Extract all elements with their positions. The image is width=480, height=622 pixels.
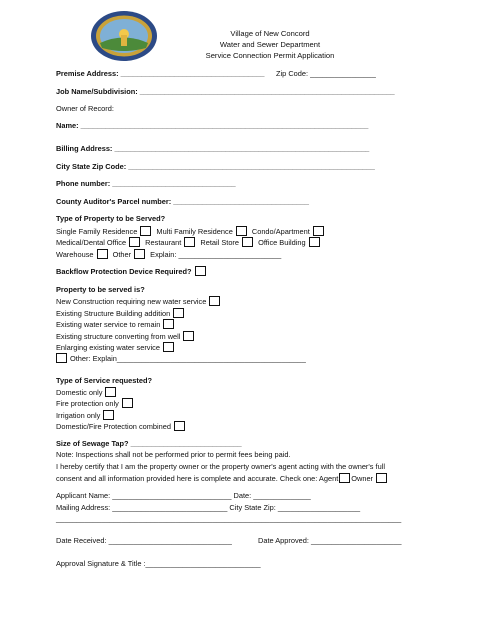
option-label: Office Building [258, 238, 306, 247]
checkbox[interactable] [163, 342, 174, 352]
other-explain-field[interactable]: Other: Explain______________________________________________ [70, 354, 306, 363]
applicant-name-field[interactable]: Applicant Name: _____________________________ Date: ______________ [56, 491, 311, 500]
option-label: Existing Structure Building addition [56, 309, 171, 318]
option-label: Restaurant [145, 238, 182, 247]
agent-checkbox[interactable] [339, 473, 350, 483]
owner-checkbox[interactable] [376, 473, 387, 483]
backflow-checkbox[interactable] [195, 266, 206, 276]
mailing-address-field[interactable]: Mailing Address: ____________________________ City State Zip: ____________________ [56, 503, 361, 512]
service-option-row [56, 398, 136, 409]
option-label: New Construction requiring new water service [56, 297, 207, 306]
option-label: Single Family Residence [56, 227, 138, 236]
checkbox[interactable] [97, 249, 108, 259]
certify-text-1: I hereby certify that I am the property owner or the property owner's agent acting with the owner's full [56, 462, 385, 471]
checkbox[interactable] [163, 319, 174, 329]
phone-field[interactable]: Phone number: ______________________________ [56, 179, 236, 188]
checkbox[interactable] [183, 331, 194, 341]
checkbox[interactable] [184, 237, 195, 247]
billing-address-field[interactable]: Billing Address: ______________________________________________________________ [56, 144, 370, 153]
option-label: Domestic/Fire Protection combined [56, 422, 172, 431]
property-type-row-2 [56, 237, 323, 248]
checkbox[interactable] [313, 226, 324, 236]
property-type-row-1 [56, 226, 327, 237]
owner-label: Owner [351, 474, 374, 483]
option-label: Multi Family Residence [156, 227, 233, 236]
served-other-row [56, 353, 306, 364]
option-label: Existing water service to remain [56, 320, 161, 329]
premise-address-field[interactable]: Premise Address: ___________________________________ [56, 69, 265, 78]
served-option-row [56, 308, 187, 319]
city-state-zip-field[interactable]: City State Zip Code: ____________________________________________________________ [56, 162, 375, 171]
certify-text-2: consent and all information provided here is complete and accurate. Check one: Agent [56, 474, 339, 483]
owner-of-record-label: Owner of Record: [56, 104, 114, 113]
property-type-heading: Type of Property to be Served? [56, 214, 166, 223]
checkbox[interactable] [242, 237, 253, 247]
zip-code-field[interactable]: Zip Code: ________________ [276, 69, 376, 78]
service-option-row [56, 421, 188, 432]
checkbox[interactable] [134, 249, 145, 259]
property-type-row-3 [56, 249, 281, 260]
checkbox[interactable] [174, 421, 185, 431]
date-received-field[interactable]: Date Received: ______________________________ [56, 536, 232, 545]
served-option-row [56, 331, 197, 342]
checkbox[interactable] [56, 353, 67, 363]
explain-field[interactable]: Explain: _________________________ [150, 250, 282, 259]
checkbox[interactable] [122, 398, 133, 408]
served-option-row [56, 296, 223, 307]
mailing-address-line-2[interactable]: ____________________________________________________________________________________ [56, 514, 402, 523]
checkbox[interactable] [173, 308, 184, 318]
service-type-heading: Type of Service requested? [56, 376, 152, 385]
checkbox[interactable] [103, 410, 114, 420]
option-label: Warehouse [56, 250, 94, 259]
approval-signature-field[interactable]: Approval Signature & Title :____________________________ [56, 559, 261, 568]
date-approved-field[interactable]: Date Approved: ______________________ [258, 536, 402, 545]
option-label: Enlarging existing water service [56, 343, 160, 352]
backflow-row [56, 266, 209, 277]
option-label: Medical/Dental Office [56, 238, 127, 247]
checkbox[interactable] [236, 226, 247, 236]
option-label: Irrigation only [56, 411, 101, 420]
backflow-label: Backflow Protection Device Required? [56, 267, 192, 276]
served-option-row [56, 319, 177, 330]
option-label: Condo/Apartment [251, 227, 310, 236]
checkbox[interactable] [105, 387, 116, 397]
sewage-tap-field[interactable]: Size of Sewage Tap? ___________________________ [56, 439, 242, 448]
name-field[interactable]: Name: ______________________________________________________________________ [56, 121, 369, 130]
served-option-row [56, 342, 177, 353]
parcel-field[interactable]: County Auditor's Parcel number: _________________________________ [56, 197, 309, 206]
certify-row [56, 473, 390, 484]
header-title-2: Water and Sewer Department [219, 40, 321, 49]
option-label: Existing structure converting from well [56, 332, 181, 341]
checkbox[interactable] [140, 226, 151, 236]
header-title-3: Service Connection Permit Application [205, 51, 335, 60]
option-label: Other [112, 250, 132, 259]
option-label: Fire protection only [56, 399, 119, 408]
checkbox[interactable] [129, 237, 140, 247]
header-title-1: Village of New Concord [230, 29, 310, 38]
option-label: Domestic only [56, 388, 103, 397]
job-name-field[interactable]: Job Name/Subdivision: ______________________________________________________________ [56, 87, 395, 96]
checkbox[interactable] [309, 237, 320, 247]
property-served-heading: Property to be served is? [56, 285, 145, 294]
service-option-row [56, 410, 117, 421]
note-text: Note: Inspections shall not be performed prior to permit fees being paid. [56, 450, 291, 459]
option-label: Retail Store [200, 238, 240, 247]
service-option-row [56, 387, 119, 398]
checkbox[interactable] [209, 296, 220, 306]
